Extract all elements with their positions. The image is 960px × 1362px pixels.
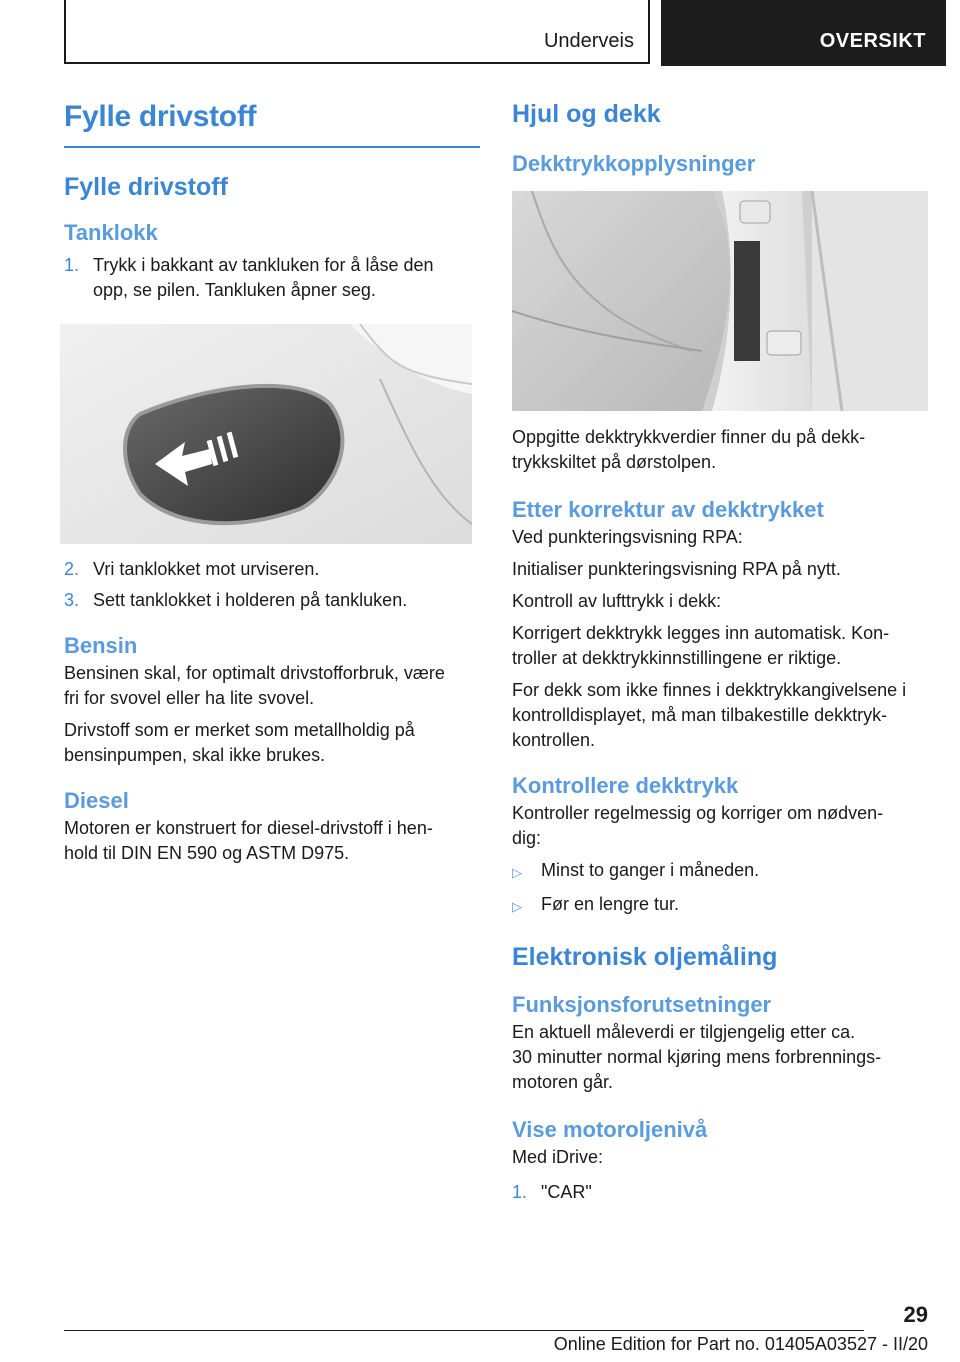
dekk-info-paragraph	[512, 425, 932, 475]
diesel-paragraph	[64, 816, 480, 866]
korr-paragraph-4	[512, 621, 932, 671]
step-3	[64, 588, 480, 613]
fuel-flap-image	[60, 324, 472, 544]
text-line: hold til DIN EN 590 og ASTM D975.	[64, 843, 350, 863]
korr-line-3: Kontroll av lufttrykk i dekk:	[512, 591, 722, 611]
text-line: Kontroller regelmessig og korriger om nødven-	[512, 803, 884, 823]
bullet-text: Før en lengre tur.	[541, 894, 680, 914]
bullet-text: Minst to ganger i måneden.	[541, 860, 760, 880]
text-line: kontrolldisplayet, må man tilbakestille dekktryk-	[512, 705, 888, 725]
text-line: dig:	[512, 828, 542, 848]
olje-paragraph	[512, 1020, 932, 1095]
left-column	[64, 100, 480, 866]
bullet-item-1	[512, 858, 932, 885]
section-heading-fylle: Fylle drivstoff	[64, 173, 228, 201]
header-section-label: Underveis	[543, 30, 634, 52]
text-line: bensinpumpen, skal ikke brukes.	[64, 745, 326, 765]
right-column	[512, 100, 932, 1205]
page-title: Fylle drivstoff	[64, 100, 257, 133]
heading-dekktrykk: Dekktrykkopplysninger	[512, 151, 756, 176]
bullet-item-2	[512, 892, 932, 919]
step-2	[64, 557, 480, 582]
korr-paragraph-5	[512, 678, 932, 753]
heading-diesel: Diesel	[64, 788, 129, 813]
text-line: Motoren er konstruert for diesel-drivstoff i hen-	[64, 818, 433, 838]
step-number: 3.	[64, 590, 80, 610]
text-line: For dekk som ikke finnes i dekktrykkangivelsene i	[512, 680, 907, 700]
step-text	[93, 253, 434, 303]
header-section-tab	[64, 0, 650, 64]
text-line: trykkskiltet på dørstolpen.	[512, 452, 717, 472]
text-line: 30 minutter normal kjøring mens forbrennings-	[512, 1047, 882, 1067]
heading-vise: Vise motoroljenivå	[512, 1117, 708, 1142]
door-pillar-image	[512, 191, 928, 411]
korr-line-1: Ved punkteringsvisning RPA:	[512, 527, 743, 547]
text-line: motoren går.	[512, 1072, 614, 1092]
vise-step-1	[512, 1180, 932, 1205]
bensin-paragraph-2	[64, 718, 480, 768]
text-line: fri for svovel eller ha lite svovel.	[64, 688, 315, 708]
door-pillar-illustration	[512, 191, 928, 411]
text-line: kontrollen.	[512, 730, 596, 750]
korr-line-2: Initialiser punkteringsvisning RPA på nytt.	[512, 559, 841, 579]
step-1	[64, 253, 480, 303]
header-overview-tab[interactable]	[661, 0, 946, 66]
triangle-bullet-icon: ▷	[512, 899, 522, 914]
heading-etter-korrektur: Etter korrektur av dekktrykket	[512, 497, 824, 522]
step-text-line: opp, se pilen. Tankluken åpner seg.	[93, 280, 376, 300]
step-number: 1.	[512, 1182, 528, 1202]
heading-funksjon: Funksjonsforutsetninger	[512, 992, 772, 1017]
page-number: 29	[903, 1302, 928, 1327]
section-heading-olje: Elektronisk oljemåling	[512, 943, 778, 971]
header-overview-label: OVERSIKT	[819, 30, 926, 52]
text-line: Drivstoff som er merket som metallholdig på	[64, 720, 415, 740]
bensin-paragraph-1	[64, 661, 480, 711]
step-text: Vri tanklokket mot urviseren.	[93, 559, 320, 579]
heading-kontrollere: Kontrollere dekktrykk	[512, 773, 739, 798]
text-line: troller at dekktrykkinnstillingene er riktige.	[512, 648, 842, 668]
footer-divider	[64, 1330, 864, 1331]
kontr-paragraph	[512, 801, 932, 851]
text-line: Bensinen skal, for optimalt drivstofforbruk, være	[64, 663, 445, 683]
step-number: 2.	[64, 559, 80, 579]
step-text-line: Trykk i bakkant av tankluken for å låse den	[93, 255, 434, 275]
section-heading-hjul: Hjul og dekk	[512, 100, 661, 128]
step-number: 1.	[64, 255, 80, 275]
footer-edition: Online Edition for Part no. 01405A03527 - II/20	[553, 1334, 928, 1354]
text-line: Korrigert dekktrykk legges inn automatisk. Kon-	[512, 623, 890, 643]
text-line: Oppgitte dekktrykkverdier finner du på dekk-	[512, 427, 866, 447]
vise-line-1: Med iDrive:	[512, 1147, 604, 1167]
step-text: Sett tanklokket i holderen på tankluken.	[93, 590, 408, 610]
text-line: En aktuell måleverdi er tilgjengelig etter ca.	[512, 1022, 856, 1042]
fuel-flap-illustration	[60, 324, 472, 544]
triangle-bullet-icon: ▷	[512, 865, 522, 880]
heading-bensin: Bensin	[64, 633, 138, 658]
heading-tanklokk: Tanklokk	[64, 220, 158, 245]
title-divider	[64, 146, 480, 148]
step-text: "CAR"	[541, 1182, 592, 1202]
